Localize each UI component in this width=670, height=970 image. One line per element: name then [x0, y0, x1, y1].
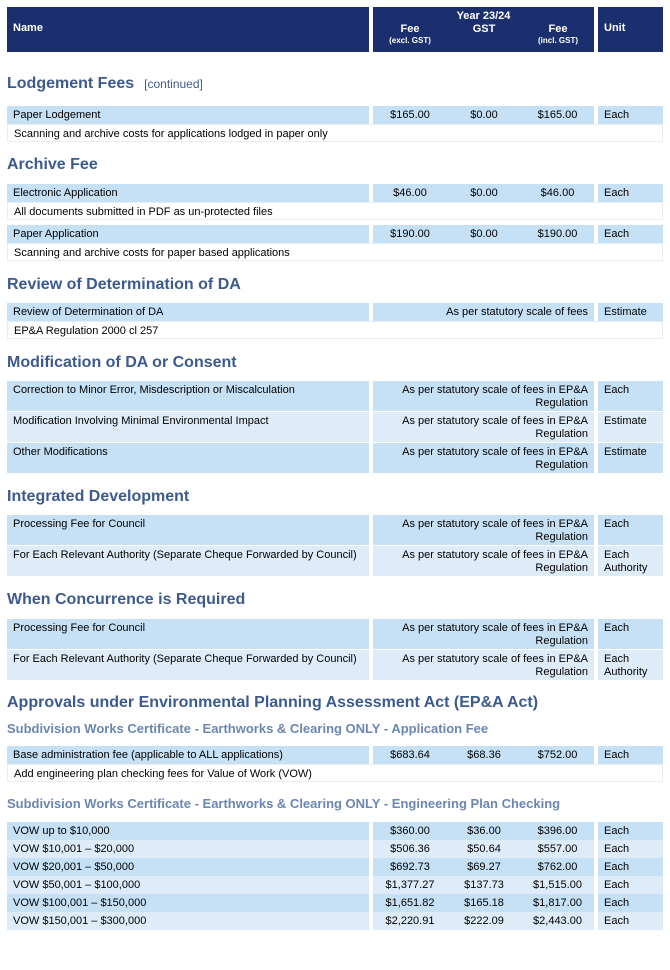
- continued-label: [continued]: [144, 77, 203, 91]
- table-cell: $557.00: [521, 840, 594, 858]
- section-title-archive: Archive Fee: [7, 156, 98, 173]
- table-cell: Estimate: [598, 412, 663, 442]
- table-cell: Each: [598, 894, 663, 912]
- table-cell: VOW $50,001 – $100,000: [7, 876, 369, 894]
- table-cell: As per statutory scale of fees in EP&A Regulation: [373, 515, 594, 545]
- table-cell: $165.00: [373, 106, 447, 124]
- column-header-year: [373, 7, 594, 52]
- table-cell: $752.00: [521, 746, 594, 764]
- table-cell: VOW up to $10,000: [7, 822, 369, 840]
- table-cell: Each: [598, 858, 663, 876]
- table-cell: Correction to Minor Error, Misdescription or Miscalculation: [7, 381, 369, 411]
- table-cell: Each: [598, 912, 663, 930]
- table-cell: $1,515.00: [521, 876, 594, 894]
- table-cell: Electronic Application: [7, 184, 369, 202]
- column-header-gst: GST: [472, 23, 496, 35]
- table-cell: Each: [598, 822, 663, 840]
- table-cell: $2,220.91: [373, 912, 447, 930]
- table-cell: $1,651.82: [373, 894, 447, 912]
- table-cell: $36.00: [447, 822, 521, 840]
- table-cell: $50.64: [447, 840, 521, 858]
- table-cell: $1,377.27: [373, 876, 447, 894]
- table-cell: As per statutory scale of fees in EP&A Regulation: [373, 619, 594, 649]
- table-cell: As per statutory scale of fees in EP&A Regulation: [373, 381, 594, 411]
- row-note: Scanning and archive costs for paper based applications: [7, 243, 663, 261]
- row-note: Add engineering plan checking fees for Value of Work (VOW): [7, 764, 663, 782]
- table-cell: For Each Relevant Authority (Separate Cheque Forwarded by Council): [7, 650, 369, 680]
- table-cell: VOW $150,001 – $300,000: [7, 912, 369, 930]
- table-cell: Each: [598, 876, 663, 894]
- table-cell: Each: [598, 381, 663, 411]
- table-cell: Processing Fee for Council: [7, 515, 369, 545]
- table-cell: $165.00: [521, 106, 594, 124]
- table-cell: As per statutory scale of fees in EP&A Regulation: [373, 412, 594, 442]
- year-label: Year 23/24: [456, 10, 511, 22]
- table-cell: $46.00: [521, 184, 594, 202]
- table-cell: Paper Lodgement: [7, 106, 369, 124]
- table-cell: Each: [598, 184, 663, 202]
- table-cell: $2,443.00: [521, 912, 594, 930]
- subsection-title-engineering-plan-checking: Subdivision Works Certificate - Earthworks & Clearing ONLY - Engineering Plan Checking: [7, 796, 561, 811]
- column-header-fee-excl: Fee (excl. GST): [389, 23, 431, 45]
- column-header-fee-incl: Fee (incl. GST): [538, 23, 578, 45]
- table-cell: $762.00: [521, 858, 594, 876]
- table-cell: Each: [598, 225, 663, 243]
- table-cell: VOW $10,001 – $20,000: [7, 840, 369, 858]
- table-cell: $190.00: [521, 225, 594, 243]
- table-cell: As per statutory scale of fees in EP&A Regulation: [373, 650, 594, 680]
- row-note: Scanning and archive costs for applications lodged in paper only: [7, 124, 663, 142]
- table-cell: $46.00: [373, 184, 447, 202]
- table-cell: VOW $20,001 – $50,000: [7, 858, 369, 876]
- table-cell: $69.27: [447, 858, 521, 876]
- section-title-approvals: Approvals under Environmental Planning Assessment Act (EP&A Act): [7, 694, 539, 711]
- table-cell: Estimate: [598, 303, 663, 321]
- table-cell: Other Modifications: [7, 443, 369, 473]
- table-cell: Estimate: [598, 443, 663, 473]
- column-header-unit: Unit: [598, 7, 663, 52]
- table-cell: $692.73: [373, 858, 447, 876]
- table-cell: $0.00: [447, 184, 521, 202]
- table-cell: Each: [598, 515, 663, 545]
- table-cell: Each Authority: [598, 546, 663, 576]
- subsection-title-application-fee: Subdivision Works Certificate - Earthworks & Clearing ONLY - Application Fee: [7, 721, 489, 736]
- table-cell: Base administration fee (applicable to ALL applications): [7, 746, 369, 764]
- table-cell: Each Authority: [598, 650, 663, 680]
- row-note: EP&A Regulation 2000 cl 257: [7, 321, 663, 339]
- section-title-review: Review of Determination of DA: [7, 276, 241, 293]
- table-cell: As per statutory scale of fees in EP&A Regulation: [373, 443, 594, 473]
- table-cell: Each: [598, 106, 663, 124]
- table-cell: As per statutory scale of fees: [373, 303, 594, 321]
- table-cell: Each: [598, 619, 663, 649]
- table-cell: Processing Fee for Council: [7, 619, 369, 649]
- row-note: All documents submitted in PDF as un-protected files: [7, 202, 663, 220]
- table-cell: $190.00: [373, 225, 447, 243]
- table-cell: As per statutory scale of fees in EP&A Regulation: [373, 546, 594, 576]
- table-cell: Review of Determination of DA: [7, 303, 369, 321]
- section-title-concurrence: When Concurrence is Required: [7, 591, 246, 608]
- section-title-lodgement: Lodgement Fees [continued]: [7, 75, 203, 92]
- table-cell: VOW $100,001 – $150,000: [7, 894, 369, 912]
- section-title-modification: Modification of DA or Consent: [7, 354, 237, 371]
- table-cell: Modification Involving Minimal Environmental Impact: [7, 412, 369, 442]
- column-header-name: Name: [7, 7, 369, 52]
- table-cell: Each: [598, 840, 663, 858]
- table-cell: Each: [598, 746, 663, 764]
- table-cell: $0.00: [447, 106, 521, 124]
- section-title-integrated: Integrated Development: [7, 488, 190, 505]
- table-cell: $683.64: [373, 746, 447, 764]
- table-cell: $222.09: [447, 912, 521, 930]
- table-cell: $137.73: [447, 876, 521, 894]
- table-cell: $1,817.00: [521, 894, 594, 912]
- table-cell: $506.36: [373, 840, 447, 858]
- table-cell: $360.00: [373, 822, 447, 840]
- table-cell: $165.18: [447, 894, 521, 912]
- table-cell: $68.36: [447, 746, 521, 764]
- table-cell: $396.00: [521, 822, 594, 840]
- table-cell: For Each Relevant Authority (Separate Cheque Forwarded by Council): [7, 546, 369, 576]
- table-cell: $0.00: [447, 225, 521, 243]
- table-cell: Paper Application: [7, 225, 369, 243]
